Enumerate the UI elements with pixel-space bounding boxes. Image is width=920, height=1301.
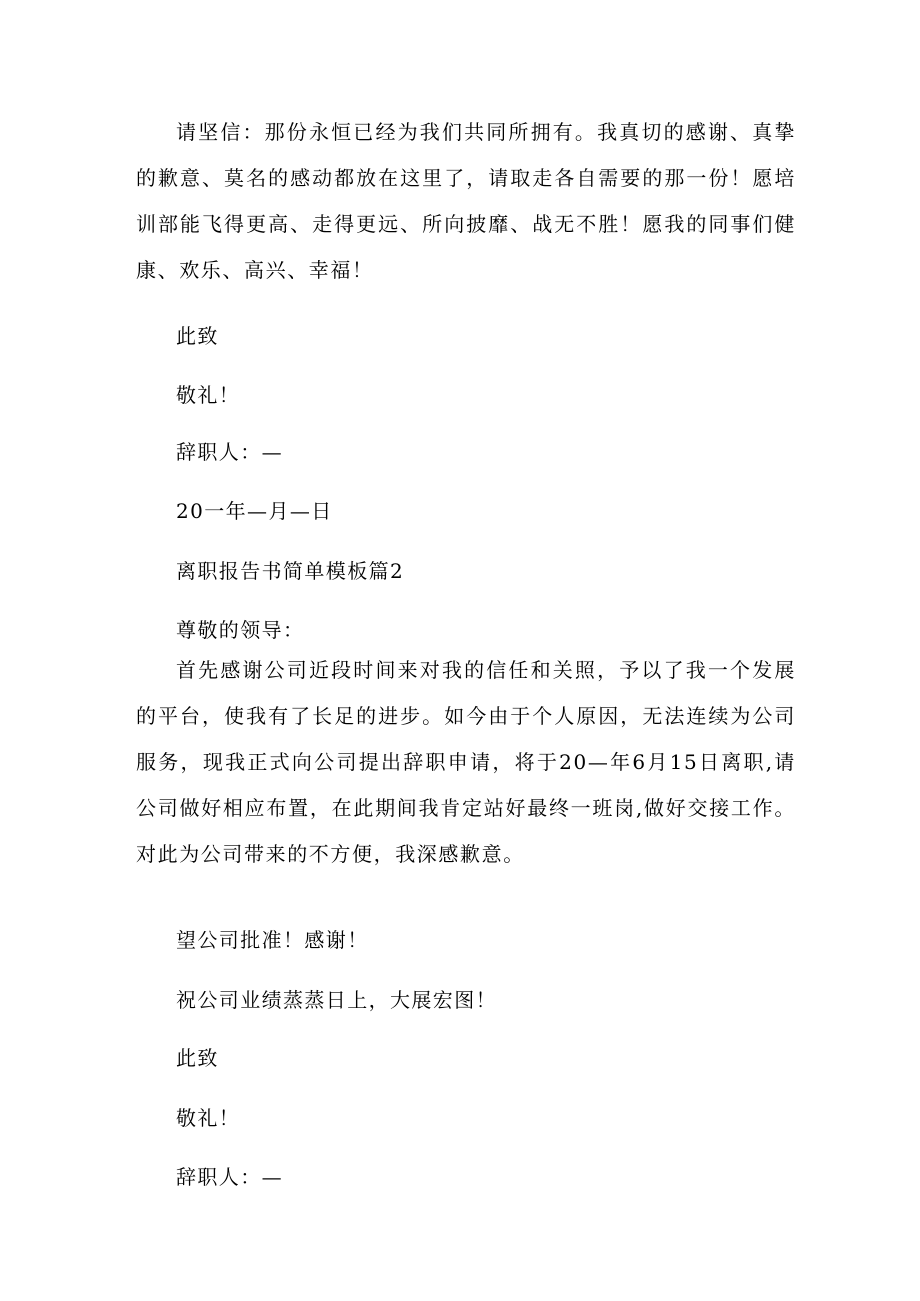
signer-line: 辞职人：— bbox=[176, 1165, 283, 1189]
salutation-text: 敬礼！ bbox=[176, 1106, 241, 1130]
salutation-text: 敬礼！ bbox=[176, 383, 241, 407]
date-line: 20一年—月—日 bbox=[176, 499, 333, 523]
section-title: 离职报告书简单模板篇2 bbox=[176, 559, 405, 583]
closing-text: 此致 bbox=[176, 324, 219, 348]
wish-line: 祝公司业绩蒸蒸日上，大展宏图！ bbox=[176, 988, 497, 1012]
closing-text: 此致 bbox=[176, 1046, 219, 1070]
paragraph-resignation: 首先感谢公司近段时间来对我的信任和关照，予以了我一个发展的平台，使我有了长足的进步。如今由于个人原因，无法连续为公司服务，现我正式向公司提出辞职申请，将于20—年6月15日离职,请公司做好相应布置，在此期间我肯定站好最终一班岗,做好交接工作。对此为公司带来的不方便，我深感歉意。 bbox=[136, 658, 796, 866]
request-line: 望公司批准！感谢！ bbox=[176, 928, 369, 952]
greeting-line: 尊敬的领导： bbox=[176, 618, 305, 642]
signer-line: 辞职人：— bbox=[176, 440, 283, 464]
paragraph-thanks: 请坚信：那份永恒已经为我们共同所拥有。我真切的感谢、真挚的歉意、莫名的感动都放在这里了，请取走各自需要的那一份！愿培训部能飞得更高、走得更远、所向披靡、战无不胜！愿我的同事们健康、欢乐、高兴、幸福！ bbox=[136, 120, 796, 282]
